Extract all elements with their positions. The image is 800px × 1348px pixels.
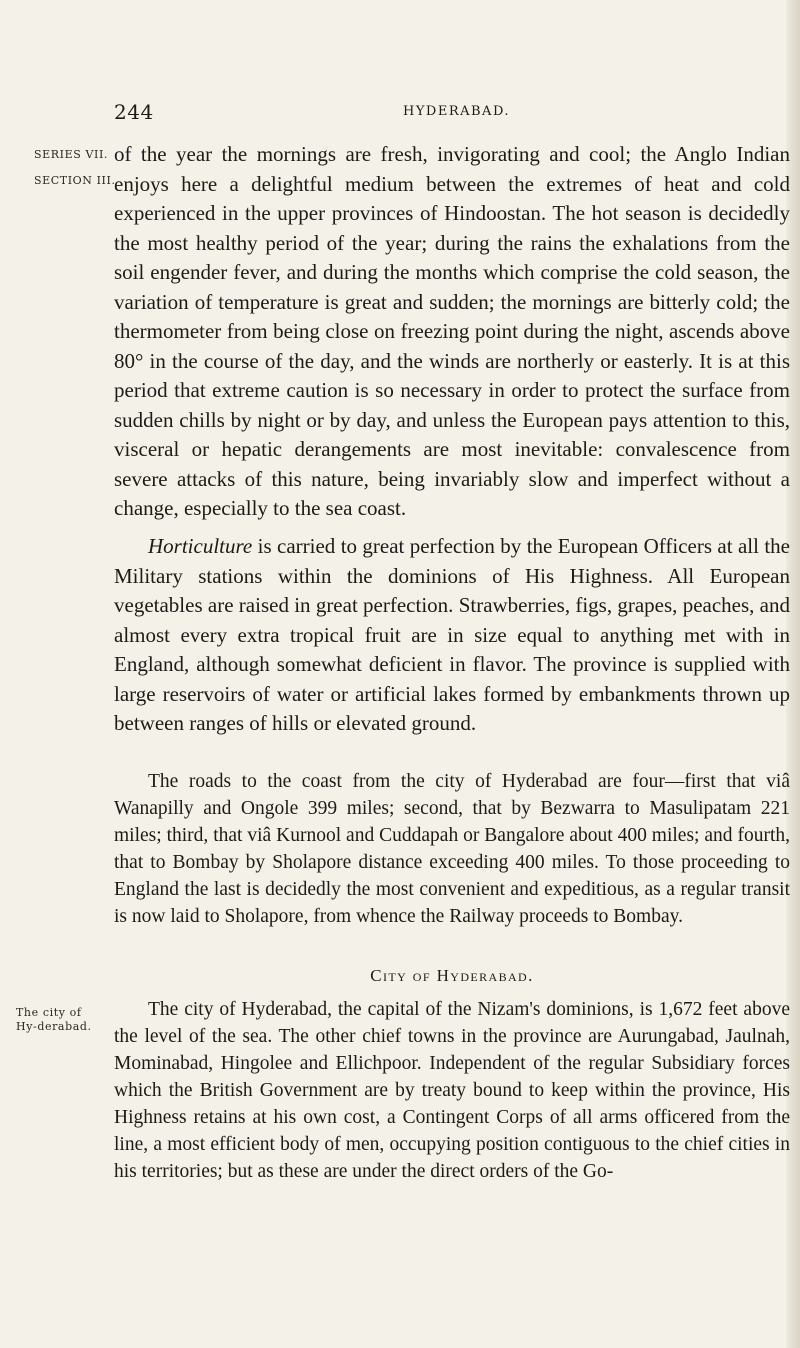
roads-paragraph <box>114 768 790 930</box>
climate-text: of the year the mornings are fresh, invigorating and cool; the Anglo Indian enjoys here a delightful medium between the extremes of heat and cold experienced in the upper provinces of Hindoostan. The hot season is decidedly the most healthy period of the year; during the rains the exhalations from the soil engender fever, and during the months which comprise the cold season, the variation of temperature is great and sudden; the mornings are bitterly cold; the thermometer from being close on freezing point during the night, ascends above 80° in the course of the day, and the winds are northerly or easterly. It is at this period that extreme caution is so necessary in order to protect the surface from sudden chills by night or by day, and unless the European pays attention to this, visceral or hepatic derangements are most inevitable: convalescence from severe attacks of this nature, being invariably slow and imperfect without a change, especially to the sea coast. <box>114 142 790 520</box>
city-paragraph <box>114 996 790 1185</box>
horticulture-text <box>114 532 790 739</box>
running-head: HYDERABAD. <box>403 104 511 119</box>
margin-note-city: The city of Hy-derabad. <box>16 1006 92 1033</box>
section-heading: City of Hyderabad. <box>370 966 534 985</box>
margin-note-series: SERIES VII. <box>34 148 108 161</box>
horticulture-body: is carried to great perfection by the European Officers at all the Military stations within the dominions of His Highness. All European vegetables are raised in great perfection. Strawberries, figs, grapes, peaches, and almost every extra tropical fruit are in size equal to anything met with in England, although somewhat deficient in flavor. The province is supplied with large reservoirs of water or artificial lakes formed by embankments thrown up between ranges of hills or elevated ground. <box>114 534 790 735</box>
margin-note-section: SECTION III. <box>34 174 116 187</box>
horticulture-lead: Horticulture <box>148 534 253 558</box>
horticulture-paragraph <box>114 532 790 739</box>
city-text: The city of Hyderabad, the capital of the Nizam's dominions, is 1,672 feet above the level of the sea. The other chief towns in the province are Aurungabad, Jaulnah, Mominabad, Hingolee and Ellichpoor. Independent of the regular Subsidiary forces which the British Government are by treaty bound to keep within the province, His Highness retains at his own cost, a Contingent Corps of all arms officered from the line, a most efficient body of men, occupying position contiguous to the chief cities in his territories; but as these are under the direct orders of the Go- <box>114 999 790 1182</box>
roads-text: The roads to the coast from the city of Hyderabad are four—first that viâ Wanapilly and Ongole 399 miles; second, that by Bezwarra to Masulipatam 221 miles; third, that viâ Kurnool and Cuddapah or Bangalore about 400 miles; and fourth, that to Bombay by Sholapore distance exceeding 400 miles. To those proceeding to England the last is decidedly the most convenient and expeditious, as a regular transit is now laid to Sholapore, from whence the Railway proceeds to Bombay. <box>114 771 790 927</box>
climate-paragraph <box>114 140 790 524</box>
page-number: 244 <box>114 100 154 124</box>
